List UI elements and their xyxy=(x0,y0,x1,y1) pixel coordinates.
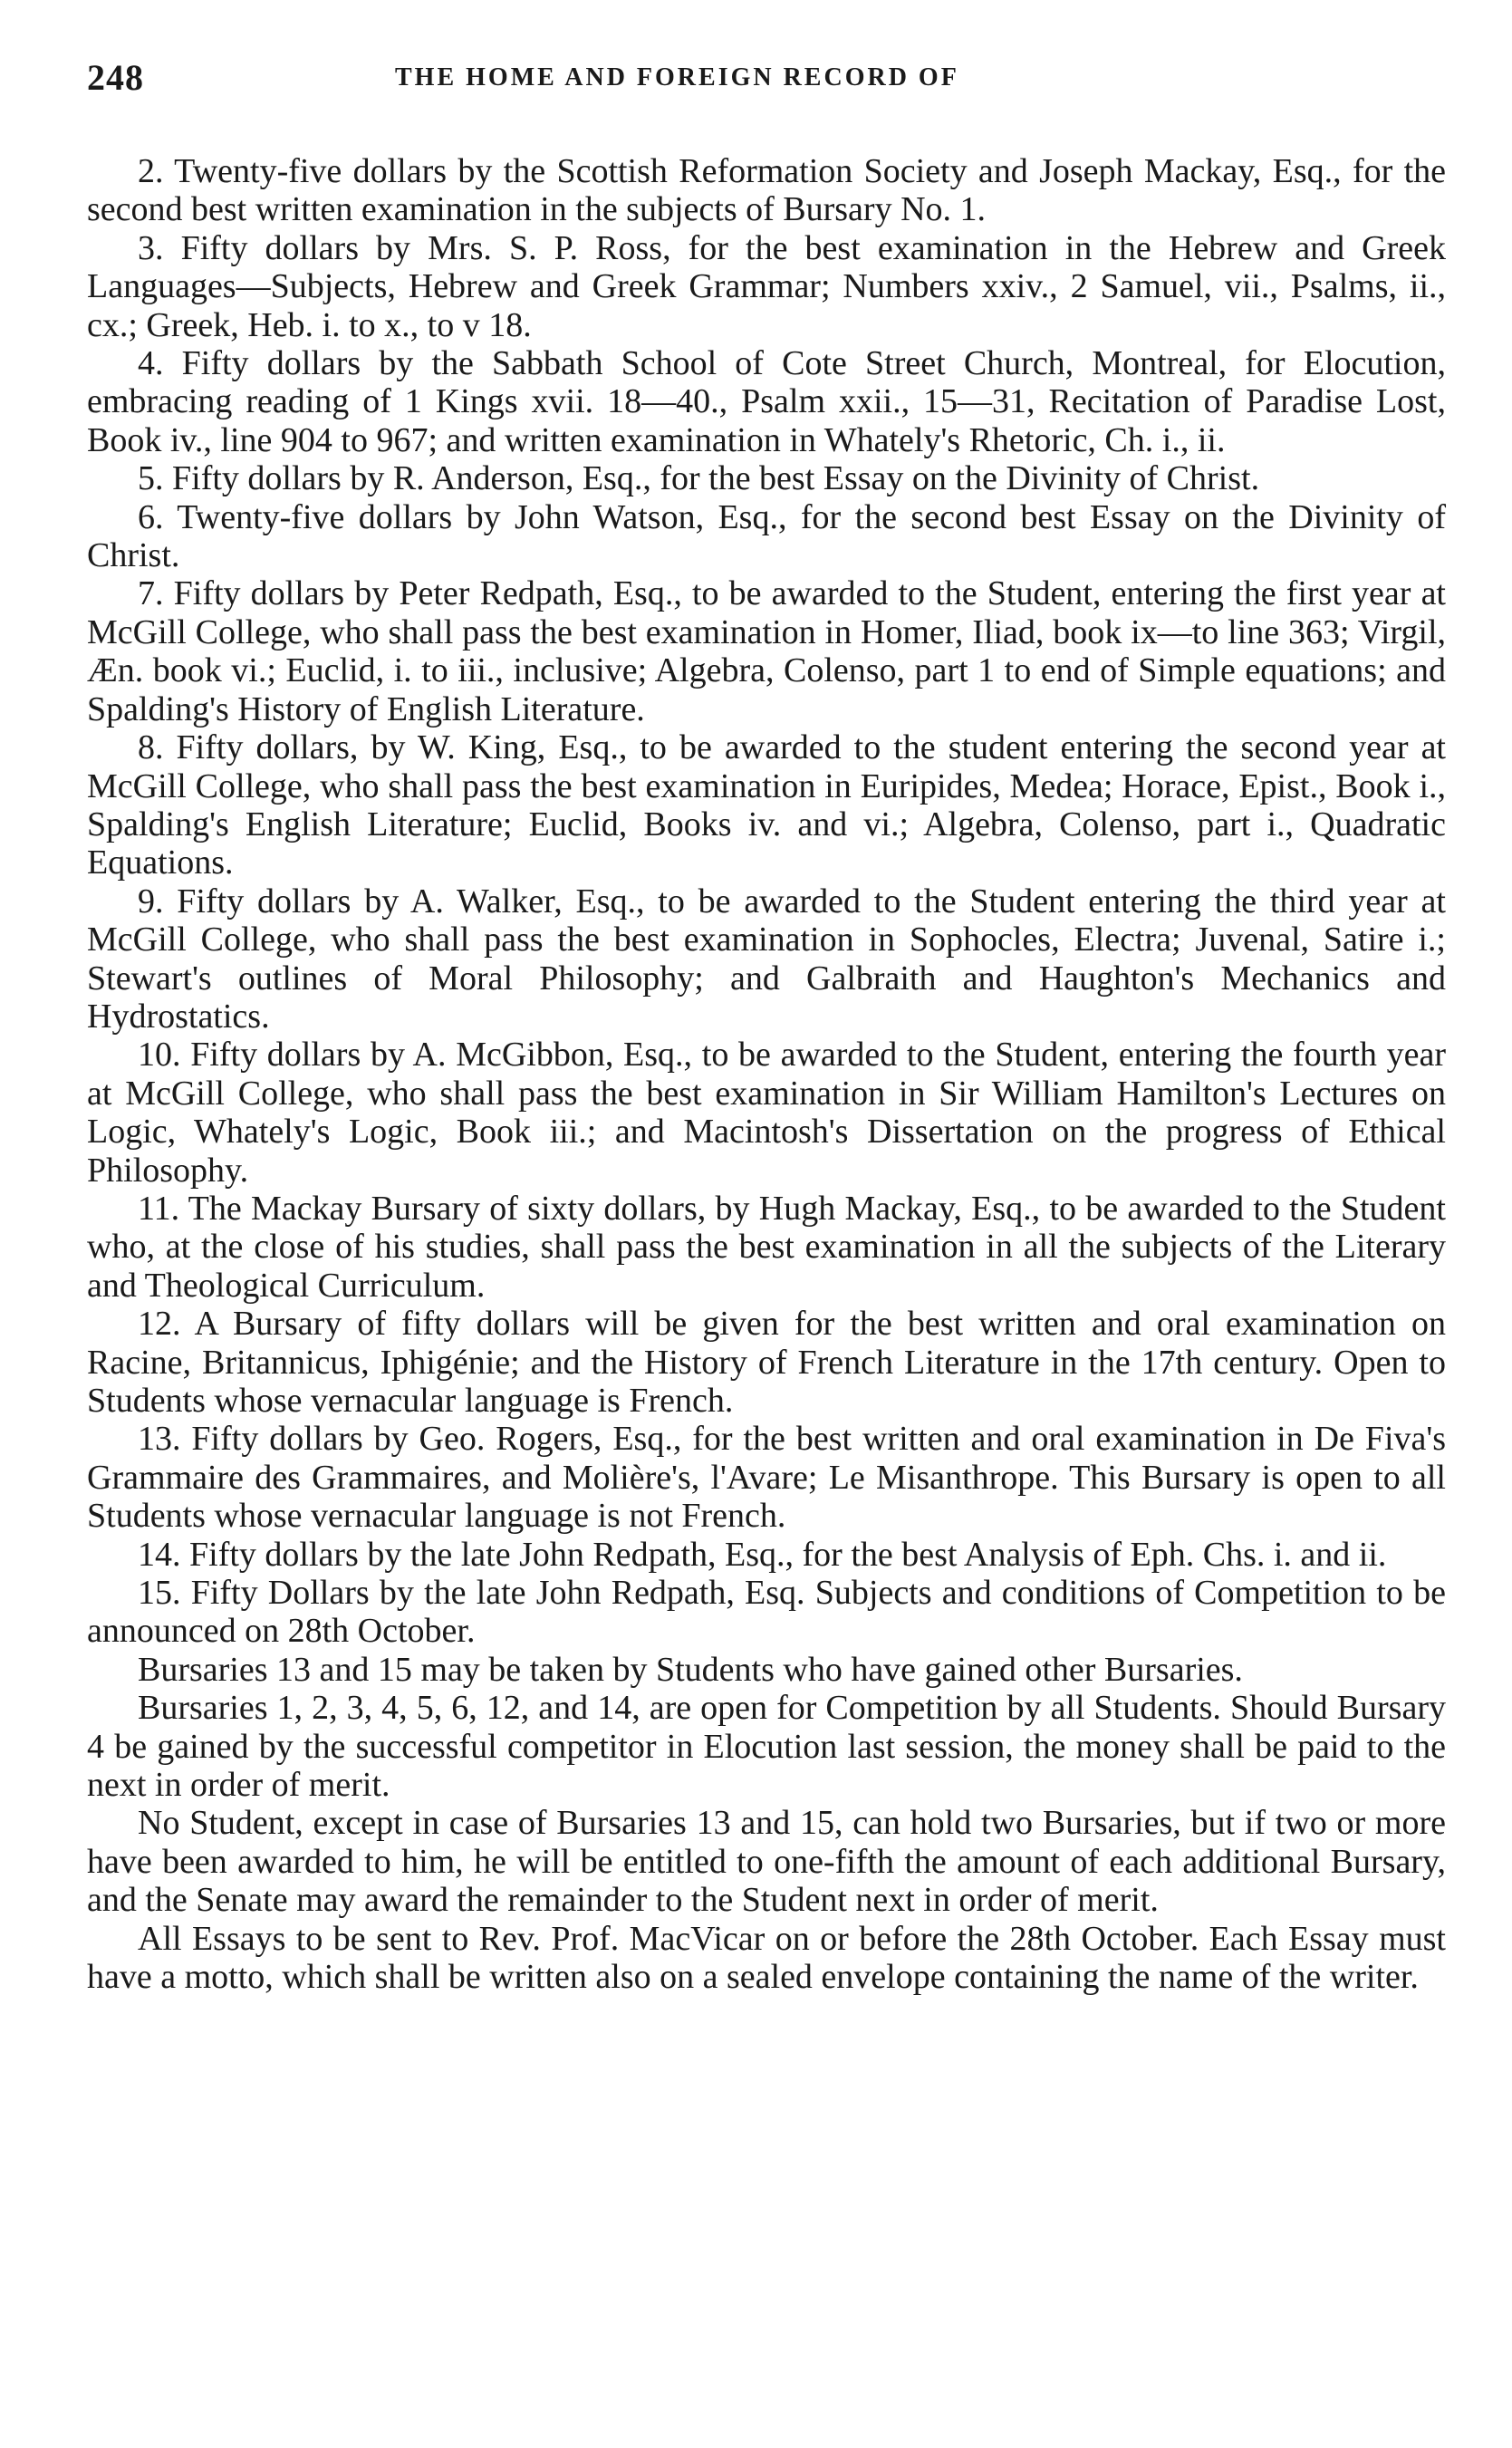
paragraph-note-essays: All Essays to be sent to Rev. Prof. MacVicar on or before the 28th October. Each Essay must have a motto, which shall be written also on a sealed envelope containing the name of the writer. xyxy=(87,1919,1446,1997)
paragraph-bursary-6: 6. Twenty-five dollars by John Watson, Esq., for the second best Essay on the Divinity of Christ. xyxy=(87,497,1446,575)
paragraph-bursary-5: 5. Fifty dollars by R. Anderson, Esq., for the best Essay on the Divinity of Christ. xyxy=(138,459,1260,498)
paragraph-bursary-15: 15. Fifty Dollars by the late John Redpath, Esq. Subjects and conditions of Competition to be announced on 28th October. xyxy=(87,1574,1446,1651)
paragraph-bursary-10: 10. Fifty dollars by A. McGibbon, Esq., to be awarded to the Student, entering the fourth year at McGill College, who shall pass the best examination in Sir William Hamilton's Lectures on Logic, Whately's Logic, Book iii.; and Macintosh's Dissertation on the progress of Ethical Philosophy. xyxy=(87,1036,1446,1190)
paragraph-bursary-12: 12. A Bursary of fifty dollars will be given for the best written and oral examination on Racine, Britannicus, Iphigénie; and the History of French Literature in the 17th century. Open to Students whose vernacular language is French. xyxy=(87,1305,1446,1420)
page-number: 248 xyxy=(87,57,144,98)
paragraph-bursary-4: 4. Fifty dollars by the Sabbath School of Cote Street Church, Montreal, for Elocution, embracing reading of 1 Kings xvii. 18—40., Psalm xxii., 15—31, Recitation of Paradise Lost, Book iv., line 904 to 967; and written examination in Whately's Rhetoric, Ch. i., ii. xyxy=(87,344,1446,459)
paragraph-bursary-2: 2. Twenty-five dollars by the Scottish Reformation Society and Joseph Mackay, Esq., for the second best written examination in the subjects of Bursary No. 1. xyxy=(87,152,1446,229)
paragraph-bursary-3: 3. Fifty dollars by Mrs. S. P. Ross, for the best examination in the Hebrew and Greek Languages—Subjects, Hebrew and Greek Grammar; Numbers xxiv., 2 Samuel, vii., Psalms, ii., cx.; Greek, Heb. i. to x., to v 18. xyxy=(87,228,1446,344)
paragraph-note-other-bursaries: Bursaries 13 and 15 may be taken by Students who have gained other Bursaries. xyxy=(138,1650,1243,1689)
paragraph-bursary-8: 8. Fifty dollars, by W. King, Esq., to be awarded to the student entering the second year at McGill College, who shall pass the best examination in Euripides, Medea; Horace, Epist., Book i., Spalding's English Literature; Euclid, Books iv. and vi.; Algebra, Colenso, part i., Quadratic Equations. xyxy=(87,728,1446,882)
paragraph-note-multiple-bursaries: No Student, except in case of Bursaries 13 and 15, can hold two Bursaries, but if two or more have been awarded to him, he will be entitled to one-fifth the amount of each additional Bursary, and the Senate may award the remainder to the Student next in order of merit. xyxy=(87,1804,1446,1920)
paragraph-bursary-9: 9. Fifty dollars by A. Walker, Esq., to be awarded to the Student entering the third year at McGill College, who shall pass the best examination in Sophocles, Electra; Juvenal, Satire i.; Stewart's outlines of Moral Philosophy; and Galbraith and Haughton's Mechanics and Hydrostatics. xyxy=(87,882,1446,1036)
paragraph-note-open-competition: Bursaries 1, 2, 3, 4, 5, 6, 12, and 14, are open for Competition by all Students. Should Bursary 4 be gained by the successful competitor in Elocution last session, the money shall be paid to the next in order of merit. xyxy=(87,1689,1446,1805)
paragraph-bursary-13: 13. Fifty dollars by Geo. Rogers, Esq., for the best written and oral examination in De Fiva's Grammaire des Grammaires, and Molière's, l'Avare; Le Misanthrope. This Bursary is open to all Students whose vernacular language is not French. xyxy=(87,1420,1446,1536)
page xyxy=(87,56,1446,1997)
paragraph-bursary-7: 7. Fifty dollars by Peter Redpath, Esq., to be awarded to the Student, entering the first year at McGill College, who shall pass the best examination in Homer, Iliad, book ix—to line 363; Virgil, Æn. book vi.; Euclid, i. to iii., inclusive; Algebra, Colenso, part 1 to end of Simple equations; and Spalding's History of English Literature. xyxy=(87,574,1446,728)
running-head-title: THE HOME AND FOREIGN RECORD OF xyxy=(395,63,959,92)
running-head xyxy=(87,56,1446,120)
body-text xyxy=(87,152,1446,1997)
paragraph-bursary-14: 14. Fifty dollars by the late John Redpath, Esq., for the best Analysis of Eph. Chs. i. and ii. xyxy=(138,1535,1387,1574)
paragraph-bursary-11: 11. The Mackay Bursary of sixty dollars, by Hugh Mackay, Esq., to be awarded to the Student who, at the close of his studies, shall pass the best examination in all the subjects of the Literary and Theological Curriculum. xyxy=(87,1189,1446,1305)
